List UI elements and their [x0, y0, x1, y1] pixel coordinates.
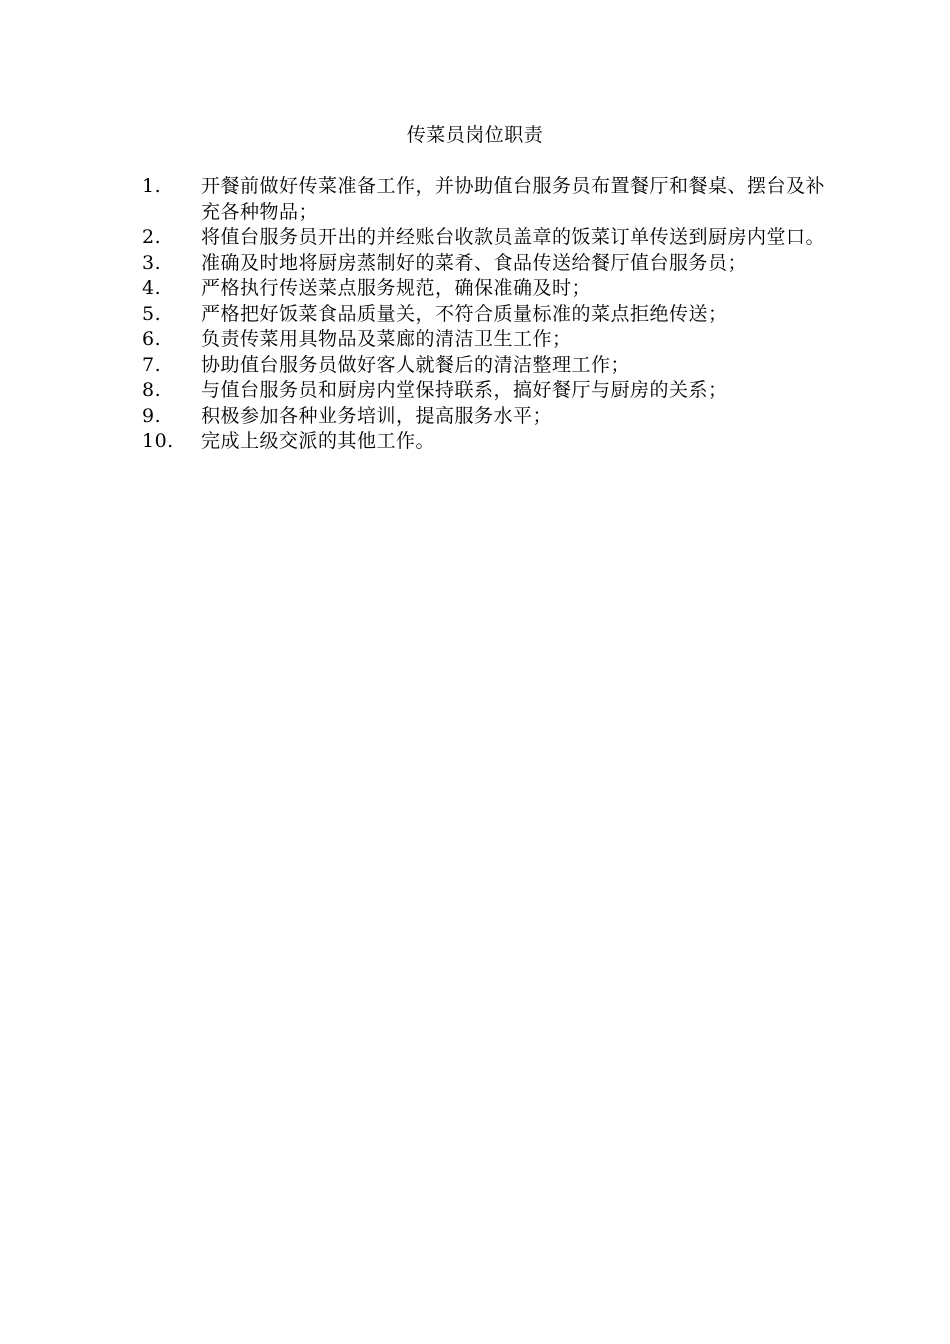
item-text: 积极参加各种业务培训，提高服务水平；	[201, 404, 553, 427]
list-item	[142, 378, 842, 404]
item-text: 开餐前做好传菜准备工作，并协助值台服务员布置餐厅和餐桌、摆台及补充各种物品；	[201, 175, 826, 223]
duty-list	[142, 174, 842, 455]
list-item	[142, 353, 842, 379]
document-title: 传菜员岗位职责	[406, 124, 544, 146]
list-item	[142, 276, 842, 302]
item-number: 1.	[142, 175, 162, 197]
list-item	[142, 302, 842, 328]
list-item	[142, 429, 842, 455]
item-number: 3.	[142, 251, 162, 274]
list-item	[142, 404, 842, 430]
item-number: 10.	[142, 430, 174, 452]
item-text: 将值台服务员开出的并经账台收款员盖章的饭菜订单传送到厨房内堂口。	[201, 226, 826, 248]
list-item	[142, 327, 842, 353]
item-text: 与值台服务员和厨房内堂保持联系，搞好餐厅与厨房的关系；	[201, 379, 728, 401]
item-text: 完成上级交派的其他工作。	[201, 430, 436, 452]
item-text: 严格执行传送菜点服务规范，确保准确及时；	[201, 277, 592, 299]
item-number: 9.	[142, 404, 162, 427]
item-number: 2.	[142, 226, 162, 248]
item-number: 7.	[142, 353, 162, 376]
list-item	[142, 225, 842, 251]
item-number: 8.	[142, 379, 162, 401]
item-text: 负责传菜用具物品及菜廊的清洁卫生工作；	[201, 328, 572, 350]
item-text: 准确及时地将厨房蒸制好的菜肴、食品传送给餐厅值台服务员；	[201, 251, 748, 274]
item-number: 5.	[142, 302, 162, 325]
item-text: 协助值台服务员做好客人就餐后的清洁整理工作；	[201, 353, 631, 376]
list-item	[142, 174, 842, 225]
item-number: 6.	[142, 328, 162, 350]
item-number: 4.	[142, 277, 162, 299]
item-text: 严格把好饭菜食品质量关，不符合质量标准的菜点拒绝传送；	[201, 302, 728, 325]
list-item	[142, 251, 842, 277]
